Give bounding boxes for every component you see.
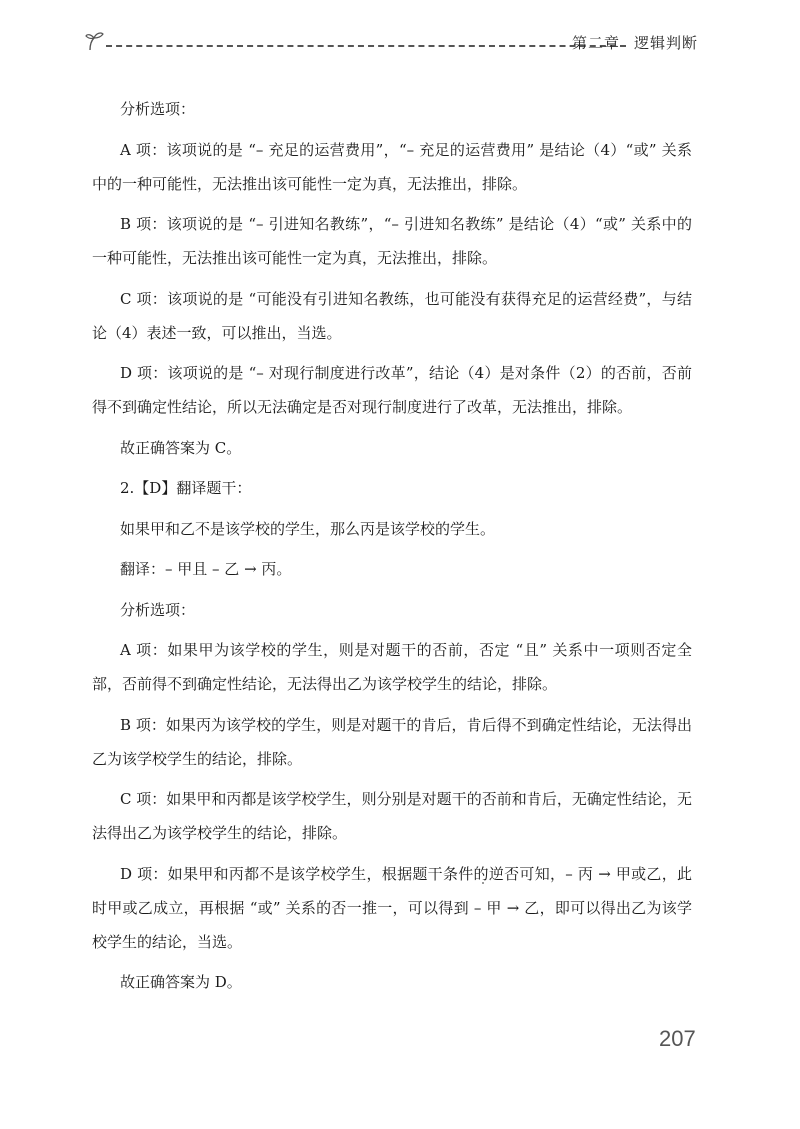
paragraph: A 项：该项说的是 “– 充足的运营费用”，“– 充足的运营费用” 是结论（4）“或” 关系中的一种可能性，无法推出该可能性一定为真，无法推出，排除。 (92, 140, 692, 193)
paragraph: C 项：如果甲和丙都是该学校学生，则分别是对题干的否前和肯后，无确定性结论，无法得出乙为该学校学生的结论，排除。 (92, 790, 692, 842)
body-text (92, 92, 692, 1006)
header-rule (106, 45, 626, 47)
chapter-heading (558, 32, 698, 53)
paragraph: D 项：该项说的是 “– 对现行制度进行改革”，结论（4）是对条件（2）的否前，否前得不到确定性结论，所以无法确定是否对现行制度进行了改革，无法推出，排除。 (92, 364, 692, 416)
paragraph: 如果甲和乙不是该学校的学生，那么丙是该学校的学生。 (120, 519, 496, 538)
scan-artifact (482, 882, 484, 884)
chapter-number: 第二章 (571, 34, 620, 52)
page-number: 207 (659, 1026, 696, 1051)
paragraph: 故正确答案为 D。 (120, 973, 242, 991)
paragraph: 分析选项： (120, 600, 196, 619)
page-header (84, 28, 698, 64)
paragraph: 翻译：– 甲且 – 乙 → 丙。 (120, 560, 292, 578)
paragraph: 分析选项： (120, 100, 196, 118)
paragraph: 故正确答案为 C。 (120, 438, 242, 457)
paragraph: B 项：该项说的是 “– 引进知名教练”，“– 引进知名教练” 是结论（4）“或” 关系中的一种可能性，无法推出该可能性一定为真，无法推出，排除。 (92, 215, 692, 267)
paragraph: A 项：如果甲为该学校的学生，则是对题干的否前，否定 “且” 关系中一项则否定全部，否前得不到确定性结论，无法得出乙为该学校学生的结论，排除。 (92, 641, 692, 693)
paragraph: C 项：该项说的是 “可能没有引进知名教练，也可能没有获得充足的运营经费”，与结论（4）表述一致，可以推出，当选。 (92, 289, 692, 342)
paragraph: 2.【D】翻译题干： (120, 479, 252, 497)
sprout-icon (84, 28, 110, 54)
chapter-title: 逻辑判断 (633, 34, 698, 52)
paragraph: B 项：如果丙为该学校的学生，则是对题干的肯后，肯后得不到确定性结论，无法得出乙为该学校学生的结论，排除。 (92, 715, 692, 768)
paragraph: D 项：如果甲和丙都不是该学校学生，根据题干条件的逆否可知，– 丙 → 甲或乙，此时甲或乙成立，再根据 “或” 关系的否一推一，可以得到 – 甲 → 乙，即可以得出乙为该学校学生的结论，当选。 (92, 864, 692, 951)
